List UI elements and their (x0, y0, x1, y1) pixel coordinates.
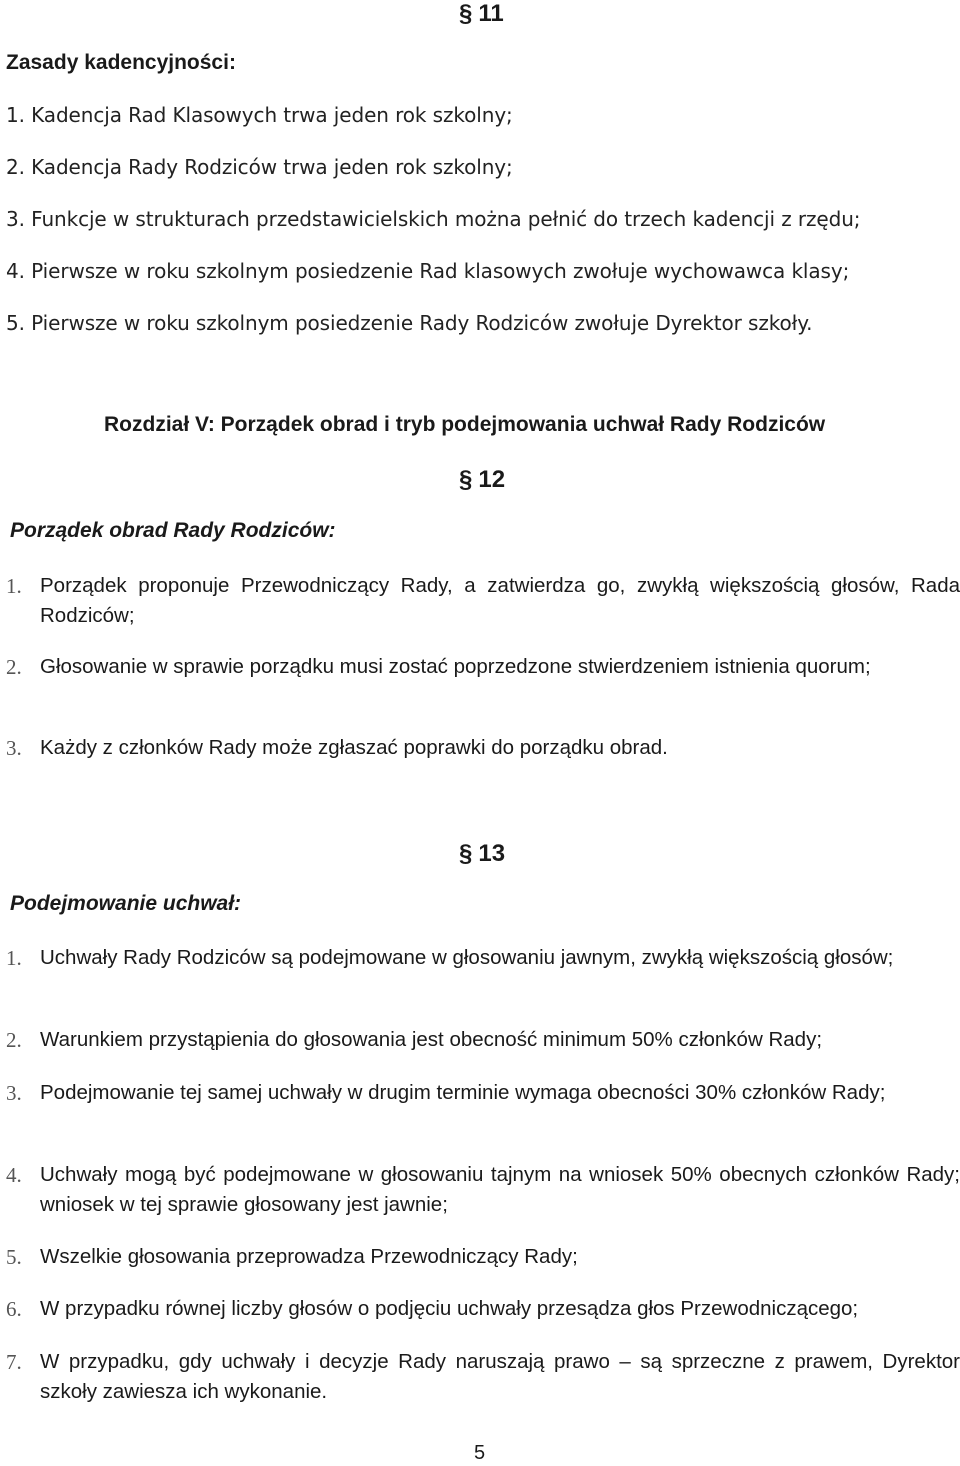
item-number: 4. (6, 1163, 22, 1187)
porzadek-item-2 (6, 652, 960, 682)
section-symbol: § (459, 466, 473, 493)
uchwaly-item-4 (6, 1160, 960, 1220)
section-symbol: § (459, 0, 473, 27)
item-text: W przypadku równej liczby głosów o podjęciu uchwały przesądza głos Przewodniczącego; (40, 1297, 859, 1320)
section-13-mark (459, 840, 505, 868)
item-text: W przypadku, gdy uchwały i decyzje Rady naruszają prawo – są sprzeczne z prawem, Dyrektor szkoły zawiesza ich wykonanie. (40, 1350, 960, 1403)
kadencja-item-4: 4. Pierwsze w roku szkolnym posiedzenie Rad klasowych zwołuje wychowawca klasy; (6, 259, 850, 283)
porzadek-item-3 (6, 733, 960, 763)
section-number: 12 (478, 466, 506, 493)
uchwaly-item-6 (6, 1294, 960, 1324)
section-number: 13 (478, 840, 506, 867)
kadencja-item-1: 1. Kadencja Rad Klasowych trwa jeden rok szkolny; (6, 103, 513, 127)
section-12-mark (459, 466, 505, 494)
chapter-title: Rozdział V: Porządek obrad i tryb podejmowania uchwał Rady Rodziców (104, 413, 826, 436)
uchwaly-item-5 (6, 1242, 960, 1272)
uchwaly-item-2 (6, 1025, 960, 1055)
item-number: 5. (6, 1245, 22, 1269)
item-number: 7. (6, 1350, 22, 1374)
item-text: Porządek proponuje Przewodniczący Rady, a zatwierdza go, zwykłą większością głosów, Rada Rodziców; (40, 574, 960, 627)
porzadek-item-1 (6, 571, 960, 631)
item-number: 1. (6, 946, 22, 970)
uchwaly-item-1 (6, 943, 960, 973)
section-11-mark (459, 0, 504, 28)
kadencja-item-5: 5. Pierwsze w roku szkolnym posiedzenie Rady Rodziców zwołuje Dyrektor szkoły. (6, 311, 813, 335)
uchwaly-item-3 (6, 1078, 960, 1108)
item-number: 2. (6, 1028, 22, 1052)
item-text: Każdy z członków Rady może zgłaszać poprawki do porządku obrad. (40, 736, 668, 759)
item-text: Uchwały Rady Rodziców są podejmowane w głosowaniu jawnym, zwykłą większością głosów; (40, 946, 894, 969)
item-text: Wszelkie głosowania przeprowadza Przewodniczący Rady; (40, 1245, 578, 1268)
kadencja-item-3: 3. Funkcje w strukturach przedstawicielskich można pełnić do trzech kadencji z rzędu; (6, 207, 861, 231)
item-number: 1. (6, 574, 22, 598)
item-number: 3. (6, 1081, 22, 1105)
kadencja-heading: Zasady kadencyjności: (6, 51, 236, 74)
section-symbol: § (459, 840, 473, 867)
page-number: 5 (474, 1442, 486, 1464)
item-text: Uchwały mogą być podejmowane w głosowaniu tajnym na wniosek 50% obecnych członków Rady; wniosek w tej sprawie głosowany jest jawnie; (40, 1163, 960, 1216)
item-text: Głosowanie w sprawie porządku musi zostać poprzedzone stwierdzeniem istnienia quorum; (40, 655, 871, 678)
porzadek-heading: Porządek obrad Rady Rodziców: (10, 519, 336, 542)
item-text: Warunkiem przystąpienia do głosowania jest obecność minimum 50% członków Rady; (40, 1028, 823, 1051)
item-number: 6. (6, 1297, 22, 1321)
item-text: Podejmowanie tej samej uchwały w drugim terminie wymaga obecności 30% członków Rady; (40, 1081, 886, 1104)
kadencja-item-2: 2. Kadencja Rady Rodziców trwa jeden rok szkolny; (6, 155, 513, 179)
item-number: 2. (6, 655, 22, 679)
section-number: 11 (478, 0, 504, 27)
uchwaly-heading: Podejmowanie uchwał: (10, 892, 242, 915)
uchwaly-item-7 (6, 1347, 960, 1407)
item-number: 3. (6, 736, 22, 760)
